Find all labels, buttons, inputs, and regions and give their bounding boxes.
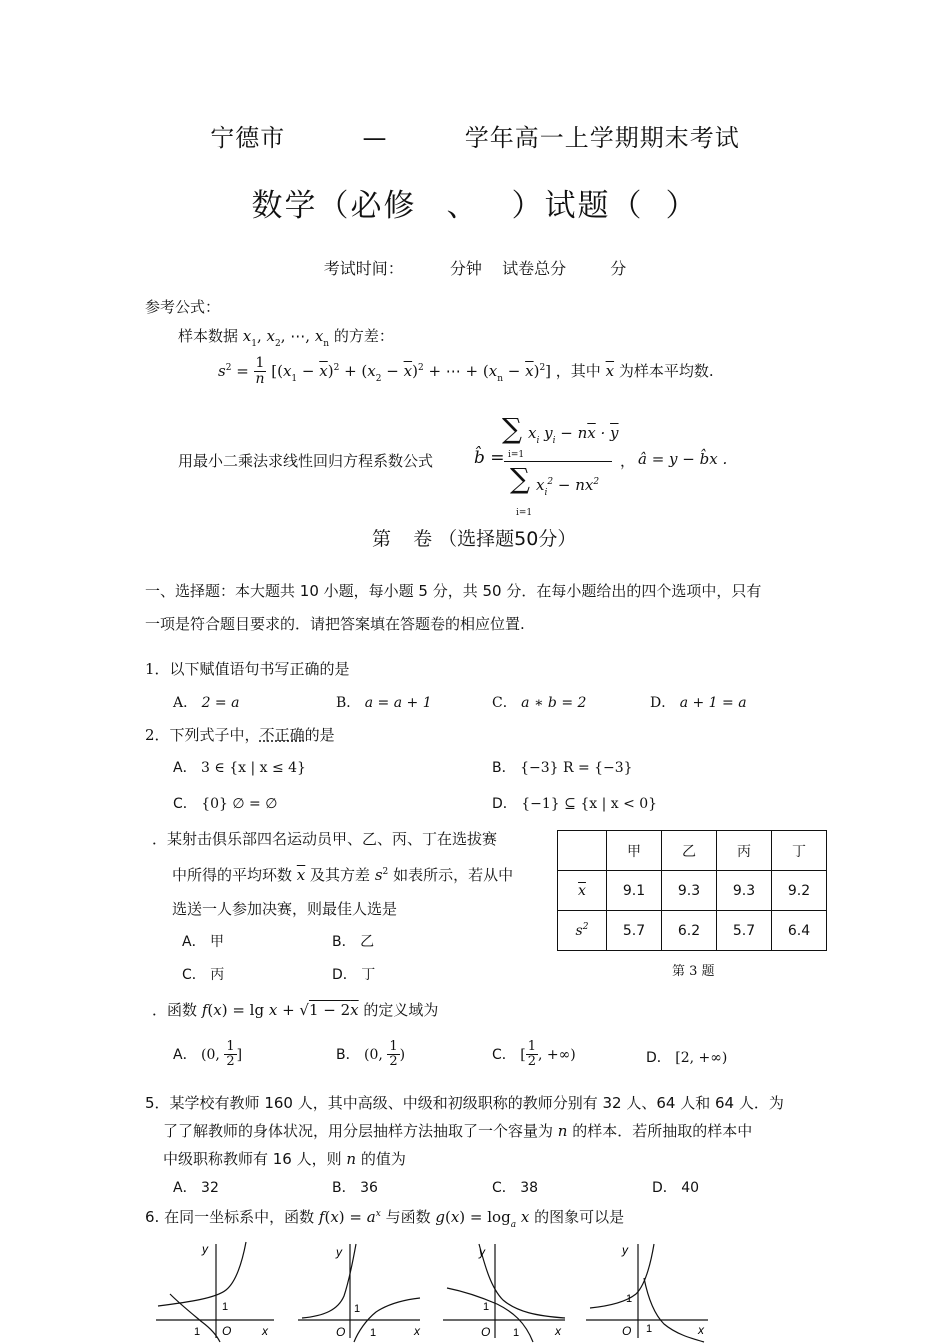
q5-text-3a: 中级职称教师有 16 人，则 [163,1150,342,1168]
y-label: y [202,1242,208,1256]
q3-text-1: 某射击俱乐部四名运动员甲、乙、丙、丁在选拔赛 [167,830,498,848]
q5-option-d[interactable] [652,1177,699,1197]
q3-line3: 选送一人参加决赛，则最佳人选是 [172,900,398,918]
q4-option-c[interactable]: C． [ $\frac{1}{2}$ , +∞) [492,1039,576,1070]
q3-line1 [152,828,497,849]
variance-formula: $s^2$ = $\frac{1}{n}$ [$(x_1 - \overline{x})^2 + (x_2 - \overline{x})^2$ + ⋯ + $(x_n - \overline{x})^2$] ，其中 $\overline{x}$ 为样本平均数. [218,355,714,388]
table-cell: 9.3 [717,871,772,911]
total-score-label: 试卷总分 [502,259,567,278]
x-label: x [555,1324,561,1338]
table-cell: 9.2 [772,871,827,911]
q6-graph-a [150,1238,280,1344]
q3-caption: 第 3 题 [672,964,715,979]
q4-text-a: 函数 [167,1001,198,1019]
table-cell: 9.3 [662,871,717,911]
q5-line2: 了了解教师的身体状况，用分层抽样方法抽取了一个容量为 n 的样本．若所抽取的样本中 [163,1122,753,1140]
q2-option-b[interactable] [492,757,633,777]
title-rest: 学年高一上学期期末考试 [464,124,740,152]
exam-info [0,256,950,279]
q6-text-b: 与函数 [385,1208,431,1226]
score-unit: 分 [610,259,627,278]
y-label: y [479,1245,485,1259]
option-letter: B． [336,695,361,711]
instructions-line2: 一项是符合题目要求的．请把答案填在答题卷的相应位置. [145,615,525,633]
option-value: 3 ∈ {x | x ≤ 4} [201,760,306,776]
instructions-line1: 一、选择题：本大题共 10 小题，每小题 5 分，共 50 分．在每小题给出的四个选项中，只有 [145,582,762,600]
q2-option-c[interactable] [173,793,277,813]
q3-text-2b: 及其方差 [310,866,371,884]
q1-option-b[interactable] [336,692,432,712]
q6-graph-b [292,1238,427,1344]
option-letter: A． [173,1046,197,1063]
variance-note: ，其中 [555,361,601,380]
variance-note2: 为样本平均数. [618,361,714,380]
option-value: 丁 [361,967,376,983]
exam-title [0,118,950,153]
table-row-mean [558,871,827,911]
option-letter: D． [646,1050,671,1066]
q6-text-c: 的图象可以是 [534,1208,625,1226]
q5-number: 5． [145,1094,170,1112]
tick-one-y: 1 [483,1301,490,1313]
option-value: 36 [360,1180,378,1196]
option-value: a ∗ b = 2 [521,695,587,711]
q5-text-1: 某学校有教师 160 人，其中高级、中级和初级职称的教师分别有 32 人、64 人和 64 人．为 [169,1094,784,1112]
tick-one-x: 1 [370,1327,377,1339]
q1-option-c[interactable] [492,692,586,712]
origin-label: O [622,1324,632,1338]
table-header-cell: 甲 [607,831,662,871]
x-label: x [414,1324,420,1338]
q3-text-2a: 中所得的平均环数 [172,866,293,884]
q5-option-c[interactable] [492,1177,538,1197]
q4-option-b[interactable]: B． (0, $\frac{1}{2}$ ) [336,1039,406,1070]
q4-stem: ．函数 f(x) = lg x + √1 − 2x 的定义域为 [152,1001,439,1019]
q6-graph-c [437,1238,572,1344]
q1-option-d[interactable] [650,692,747,712]
table-cell: 6.4 [772,911,827,951]
tick-one-y: 1 [354,1303,361,1315]
exam-minutes: 分钟 [449,259,482,278]
part-title [372,524,576,551]
q5-text-2a: 了了解教师的身体状况，用分层抽样方法抽取了一个容量为 [163,1122,554,1140]
variance-intro: 样本数据 [178,327,239,345]
table-header-cell: 丁 [772,831,827,871]
q6-graph-d [580,1238,715,1344]
option-value: {−1} ⊆ {x | x < 0} [521,796,658,812]
option-value: 甲 [210,934,225,950]
option-letter: C． [182,967,206,983]
q3-number: ． [152,830,168,848]
option-letter: B． [332,1180,356,1196]
q5-line1 [145,1092,784,1113]
subtitle-sep: 、 [446,188,480,224]
variance-suffix: 的方差： [333,327,394,345]
q5-text-3b: 的值为 [360,1150,406,1168]
option-letter: D． [332,967,357,983]
option-value: a = a + 1 [364,695,432,711]
option-letter: B． [332,934,356,950]
q6-text-a: 在同一坐标系中，函数 [164,1208,315,1226]
q5-option-a[interactable] [173,1177,219,1197]
q2-option-d[interactable] [492,793,657,813]
title-city: 宁德市 [210,124,286,152]
exam-time-label: 考试时间： [323,259,404,278]
tick-one-x: 1 [646,1323,653,1335]
q3-score-table [557,830,827,951]
q3-option-c[interactable] [182,964,224,984]
exam-subtitle [0,180,950,225]
table-header-cell: 丙 [717,831,772,871]
y-label: y [622,1243,628,1257]
exponential-curve [479,1244,565,1318]
q3-line2: 中所得的平均环数 $\overline{x}$ 及其方差 $s^2$ 如表所示，若从中 [172,866,514,884]
q4-option-a[interactable]: A． (0, $\frac{1}{2}$ ] [173,1039,243,1070]
q5-text-2b: 的样本．若所抽取的样本中 [572,1122,753,1140]
option-letter: C． [173,796,197,812]
table-header-cell: 乙 [662,831,717,871]
q1-number: 1． [145,660,170,678]
option-letter: B． [336,1046,360,1063]
q1-stem [145,658,350,679]
option-value: a + 1 = a [679,695,747,711]
row-label-mean: $\overline{x}$ [558,871,607,911]
option-letter: D． [492,796,517,812]
option-letter: A． [173,1180,197,1196]
variance-intro-line: 样本数据 $x_1$, $x_2$, ⋯, $x_n$ 的方差： [178,327,394,349]
row-label-variance: $s^2$ [558,911,607,951]
subtitle-b: ）试题（ [511,188,644,224]
q2-number: 2． [145,726,170,744]
exponential-curve [302,1244,356,1318]
subtitle-a: 数学（必修 [251,188,417,224]
part-title-a: 第 [372,528,392,550]
table-row-variance [558,911,827,951]
option-value: 32 [201,1180,219,1196]
option-value: 丙 [210,967,225,983]
option-letter: D． [652,1180,677,1196]
option-letter: D． [650,695,676,711]
q2-option-a[interactable] [173,757,306,777]
part-title-b: 卷 [413,528,433,550]
q3-option-d[interactable] [332,964,375,984]
table-header-row [558,831,827,871]
part-title-c: （选择题50分） [438,528,577,550]
subtitle-c: ） [665,188,699,224]
option-letter: A． [173,695,198,711]
table-cell: 6.2 [662,911,717,951]
option-letter: C． [492,1180,516,1196]
q1-text: 以下赋值语句书写正确的是 [169,660,350,678]
origin-label: O [336,1325,346,1339]
option-value: {−3} R = {−3} [520,760,633,776]
q4-text-b: 的定义域为 [363,1001,439,1019]
x-label: x [698,1323,704,1337]
q5-option-b[interactable] [332,1177,378,1197]
tick-one-y: 1 [626,1293,633,1305]
table-cell: 9.1 [607,871,662,911]
option-letter: C． [492,695,517,711]
q3-text-2c: 如表所示，若从中 [393,866,514,884]
tick-one-y: 1 [222,1301,229,1313]
x-label: x [262,1324,268,1338]
q2-stem [145,724,335,745]
regression-formula: b̂ = ∑ $x_i$ $y_i - n\overline{x} \cdot \overline{y}$ i=1 ∑ $x_i^2 - nx^2$ i=1 ， â = y − b̂x . [474,412,728,518]
y-label: y [336,1245,342,1259]
table-cell: 5.7 [607,911,662,951]
option-value: 乙 [360,934,375,950]
option-value: 2 = a [201,695,240,711]
option-letter: A． [182,934,206,950]
q3-option-a[interactable] [182,931,224,951]
log-curve [644,1278,704,1342]
q2-emphasis: 不正确 [259,726,305,744]
q6-stem: 6. 在同一坐标系中，函数 $f(x) = a^x$ 与函数 $g(x) = \log_a x$ 的图象可以是 [145,1208,625,1230]
option-value: 40 [681,1180,700,1196]
title-dash: — [362,124,388,152]
tick-one-x: 1 [194,1326,201,1338]
q2-text-c: 的是 [304,726,335,744]
tick-one-x: 1 [513,1327,520,1339]
q4-number: ． [152,1001,168,1019]
q2-text-a: 下列式子中， [169,726,260,744]
option-value: {0} ∅ = ∅ [201,796,278,812]
q6-number: 6. [145,1208,160,1226]
regression-intro: 用最小二乘法求线性回归方程系数公式 [178,452,434,470]
ref-formula-label: 参考公式： [145,298,221,316]
option-letter: A． [173,760,197,776]
origin-label: O [222,1324,232,1338]
table-cell: 5.7 [717,911,772,951]
table-corner-cell [558,831,607,871]
q4-option-d[interactable]: D． [2, +∞) [646,1050,728,1066]
option-letter: C． [492,1046,516,1063]
option-letter: B． [492,760,516,776]
q3-option-b[interactable] [332,931,374,951]
q5-line3: 中级职称教师有 16 人，则 n 的值为 [163,1150,406,1168]
origin-label: O [481,1325,491,1339]
option-value: 38 [520,1180,539,1196]
q1-option-a[interactable] [173,692,239,712]
